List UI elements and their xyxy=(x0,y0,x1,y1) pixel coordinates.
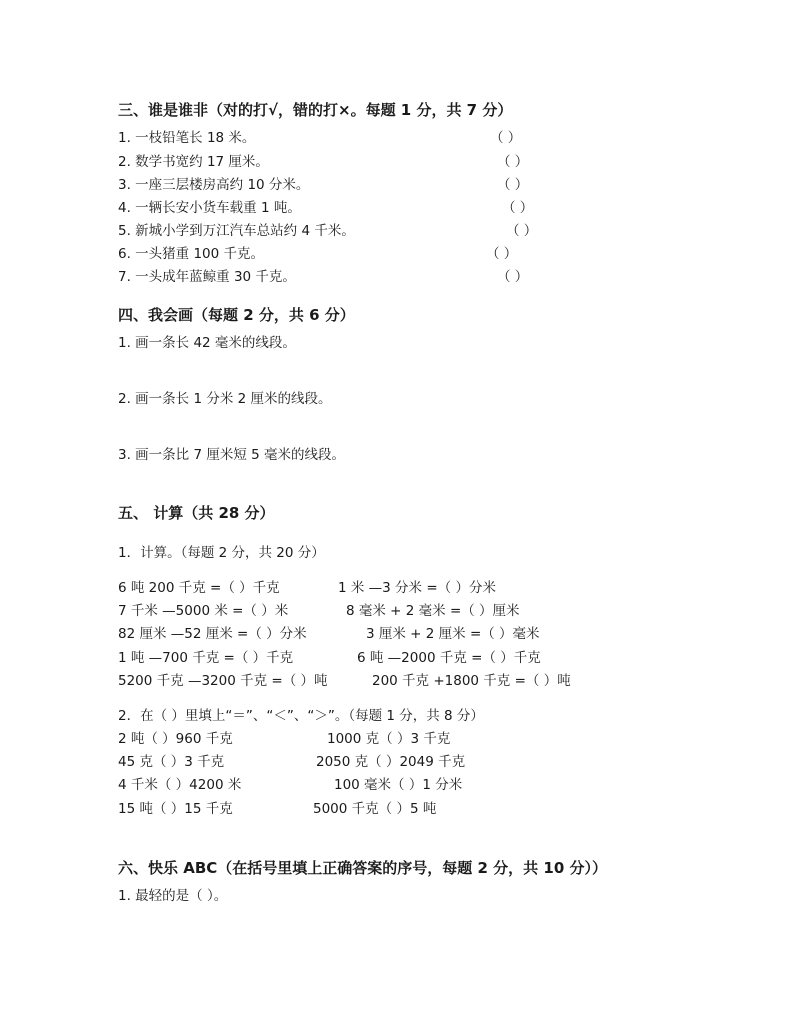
section-5-title: 五、 计算（共 28 分） xyxy=(118,504,275,522)
s5-q2-r4-left: 15 吨（ ）15 千克 xyxy=(118,801,233,817)
s3-answer-1[interactable]: （ ） xyxy=(490,130,522,146)
s3-item-3: 3. 一座三层楼房高约 10 分米。 xyxy=(118,177,310,193)
s5-q1-r3-left: 82 厘米 —52 厘米 =（ ）分米 xyxy=(118,626,307,642)
s3-item-1: 1. 一枝铅笔长 18 米。 xyxy=(118,130,256,146)
section-6-title: 六、快乐 ABC（在括号里填上正确答案的序号，每题 2 分，共 10 分）） xyxy=(118,859,607,877)
s5-q2-r1-right: 1000 克（ ）3 千克 xyxy=(327,731,451,747)
s5-q1-r5-left: 5200 千克 —3200 千克 =（ ）吨 xyxy=(118,673,328,689)
s3-item-6: 6. 一头猪重 100 千克。 xyxy=(118,246,265,262)
s5-q2-r1-left: 2 吨（ ）960 千克 xyxy=(118,731,233,747)
s5-q2-r3-left: 4 千米（ ）4200 米 xyxy=(118,777,242,793)
s5-q1-r2-right: 8 毫米 + 2 毫米 =（ ）厘米 xyxy=(346,603,520,619)
s5-q2-r4-right: 5000 千克（ ）5 吨 xyxy=(313,801,437,817)
s3-answer-5[interactable]: （ ） xyxy=(506,223,538,239)
s5-q1-r3-right: 3 厘米 + 2 厘米 =（ ）毫米 xyxy=(366,626,540,642)
s3-item-4: 4. 一辆长安小货车载重 1 吨。 xyxy=(118,200,301,216)
s4-item-3: 3. 画一条比 7 厘米短 5 毫米的线段。 xyxy=(118,447,346,463)
section-4-title: 四、我会画（每题 2 分，共 6 分） xyxy=(118,306,355,324)
s4-item-1: 1. 画一条长 42 毫米的线段。 xyxy=(118,335,296,351)
s5-q1-r4-right: 6 吨 —2000 千克 =（ ）千克 xyxy=(357,650,541,666)
s5-q1-title: 1．计算。（每题 2 分，共 20 分） xyxy=(118,545,325,561)
s5-q1-r1-left: 6 吨 200 千克 =（ ）千克 xyxy=(118,580,280,596)
s5-q1-r4-left: 1 吨 —700 千克 =（ ）千克 xyxy=(118,650,294,666)
s3-answer-3[interactable]: （ ） xyxy=(497,177,529,193)
s5-q1-r1-right: 1 米 —3 分米 =（ ）分米 xyxy=(338,580,496,596)
s5-q2-title: 2．在（ ）里填上“＝”、“＜”、“＞”。（每题 1 分，共 8 分） xyxy=(118,708,484,724)
s3-answer-6[interactable]: （ ） xyxy=(486,246,518,262)
s3-item-2: 2. 数学书宽约 17 厘米。 xyxy=(118,154,269,170)
s3-item-7: 7. 一头成年蓝鲸重 30 千克。 xyxy=(118,269,296,285)
s3-answer-7[interactable]: （ ） xyxy=(497,269,529,285)
s5-q2-r2-right: 2050 克（ ）2049 千克 xyxy=(316,754,466,770)
s5-q2-r2-left: 45 克（ ）3 千克 xyxy=(118,754,225,770)
section-3-title: 三、谁是谁非（对的打√，错的打×。每题 1 分，共 7 分） xyxy=(118,101,513,119)
s5-q1-r5-right: 200 千克 +1800 千克 =（ ）吨 xyxy=(372,673,571,689)
s5-q2-r3-right: 100 毫米（ ）1 分米 xyxy=(334,777,463,793)
s3-answer-2[interactable]: （ ） xyxy=(497,154,529,170)
s3-answer-4[interactable]: （ ） xyxy=(502,200,534,216)
s3-item-5: 5. 新城小学到万江汽车总站约 4 千米。 xyxy=(118,223,355,239)
s5-q1-r2-left: 7 千米 —5000 米 =（ ）米 xyxy=(118,603,289,619)
s6-item-1: 1. 最轻的是（ ）。 xyxy=(118,888,228,904)
s4-item-2: 2. 画一条长 1 分米 2 厘米的线段。 xyxy=(118,391,332,407)
